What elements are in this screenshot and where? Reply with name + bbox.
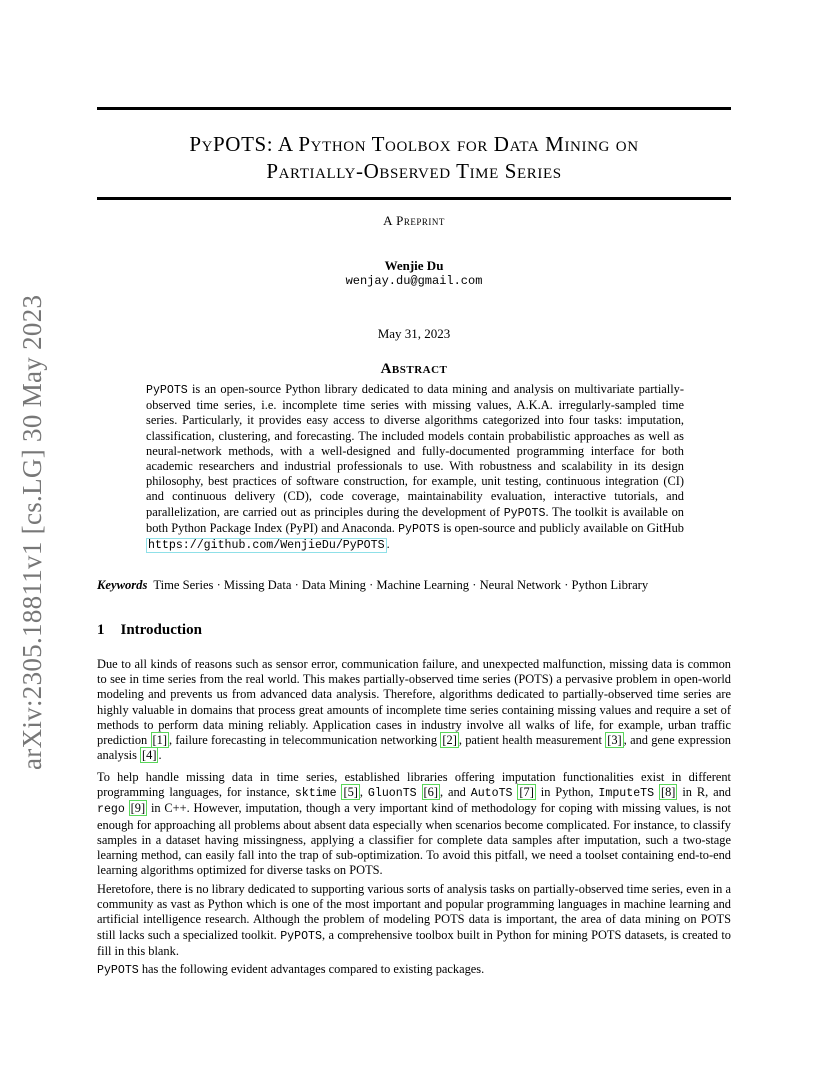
code-pypots: PyPOTS — [280, 929, 322, 943]
section-heading — [97, 622, 202, 639]
paragraph-text: , failure forecasting in telecommunication networking — [169, 733, 441, 748]
paragraph-text: . — [158, 748, 162, 763]
keywords-line — [97, 578, 648, 593]
code-gluonts: GluonTS — [367, 787, 417, 801]
code-pypots: PyPOTS — [398, 522, 440, 536]
citation-link[interactable]: [3] — [607, 733, 622, 748]
citation-link[interactable]: [2] — [442, 733, 457, 748]
paragraph-text: , — [359, 785, 368, 800]
section-number: 1 — [97, 622, 105, 638]
abstract-text: is open-source and publicly available on GitHub — [439, 520, 684, 535]
code-rego: rego — [97, 803, 125, 817]
section-title: Introduction — [120, 622, 202, 638]
code-imputets: ImputeTS — [598, 787, 655, 801]
author-email: wenjay.du@gmail.com — [345, 274, 483, 288]
paragraph-text: has the following evident advantages compared to existing packages. — [138, 962, 485, 976]
keywords-label: Keywords — [97, 578, 148, 592]
title-bottom-rule — [97, 197, 731, 200]
citation-link[interactable]: [1] — [152, 733, 167, 748]
author-name: Wenjie Du — [384, 258, 444, 273]
publication-date: May 31, 2023 — [377, 326, 451, 341]
paragraph-text: in C++. However, imputation, though a very important kind of methodology for coping with missing values, is not enough for approaching all problems about absent data especially when scenarios become complicated. For instance, to classify samples in a dataset having missingness, applying a classifier for complete data samples after imputation, such a two-stage learning method, can easily fall into the trap of sub-optimization. To avoid this pitfall, we need a toolset containing end-to-end learning algorithms optimized for diverse tasks on POTS. — [97, 801, 731, 878]
citation-link[interactable]: [7] — [519, 785, 534, 800]
intro-paragraph-2 — [97, 770, 731, 878]
paper-title-line-1: PyPOTS: A Python Toolbox for Data Mining on — [189, 132, 639, 156]
paragraph-text: Due to all kinds of reasons such as sensor error, communication failure, and unexpected malfunction, missing data is common to see in time series from the real world. This makes partially-observed time series (POTS) a pervasive problem in open-world modeling and prevents us from advanced data analysis. Therefore, algorithms dedicated to partially-observed time series are highly valuable in domains that process great amounts of incomplete time series containing missing values and require a set of methods to perform data mining reliably. Application cases in industry involve all walks of life, for example, urban traffic prediction — [97, 657, 731, 748]
abstract-text: is an open-source Python library dedicated to data mining and analysis on multivariate partially-observed time series, i.e. incomplete time series with missing values, A.K.A. irregularly-sampled time series. Particularly, it provides easy access to diverse algorithms categorized into four tasks: imputation, classification, clustering, and forecasting. The included models contain probabilistic approaches as well as neural-network methods, with a well-designed and fully-documented programming interface for both academic researchers and industrial professionals to use. With robustness and scalability in its design philosophy, best practices of software construction, for example, unit testing, continuous integration (CI) and continuous delivery (CD), code coverage, maintainability evaluation, interactive tutorials, and parallelization, are carried out as principles during the development of — [146, 382, 684, 519]
code-sktime: sktime — [294, 787, 337, 801]
github-link[interactable]: https://github.com/WenjieDu/PyPOTS — [148, 539, 385, 553]
citation-link[interactable]: [5] — [343, 785, 358, 800]
paragraph-text: , a comprehensive toolbox built in Python for mining POTS datasets, is created to fill in this blank. — [97, 927, 732, 958]
title-top-rule — [97, 107, 731, 110]
intro-paragraph-3 — [97, 882, 731, 959]
paragraph-text: , and gene expression analysis — [97, 733, 731, 763]
preprint-label: A Preprint — [383, 213, 445, 228]
abstract-heading: Abstract — [380, 361, 448, 377]
citation-link[interactable]: [8] — [660, 785, 676, 800]
intro-paragraph-1 — [97, 657, 731, 763]
intro-paragraph-4 — [97, 962, 731, 978]
paragraph-text: Heretofore, there is no library dedicated to supporting various sorts of analysis tasks on partially-observed time series, even in a community as vast as Python which is one of the most important and popular programming languages in machine learning and artificial intelligence research. Although the problem of modeling POTS data is important, the area of data mining on POTS still lacks such a specialized toolkit. — [97, 882, 731, 942]
paragraph-text: , patient health measurement — [458, 733, 606, 748]
abstract-text: . — [386, 537, 390, 552]
citation-link[interactable]: [6] — [423, 785, 438, 800]
paragraph-text: in Python, — [535, 785, 599, 800]
paragraph-text: , and — [439, 785, 471, 800]
paragraph-text: in R, and — [677, 785, 732, 800]
code-pypots: PyPOTS — [146, 384, 188, 397]
citation-link[interactable]: [4] — [142, 748, 157, 763]
paragraph-text: To help handle missing data in time series, established libraries offering imputation functionalities exist in different programming languages, for instance, — [97, 770, 731, 800]
citation-link[interactable]: [9] — [130, 801, 146, 816]
code-pypots: PyPOTS — [97, 964, 139, 977]
code-autots: AutoTS — [470, 787, 513, 801]
keywords-list: Time Series · Missing Data · Data Mining · Machine Learning · Neural Network · Python Library — [153, 578, 649, 592]
code-pypots: PyPOTS — [503, 506, 546, 520]
abstract-body — [146, 382, 684, 553]
abstract-text: . The toolkit is available on both Python Package Index (PyPI) and Anaconda. — [146, 504, 684, 535]
paper-title-line-2: Partially-Observed Time Series — [266, 159, 562, 183]
arxiv-identifier: arXiv:2305.18811v1 [cs.LG] 30 May 2023 — [17, 294, 47, 770]
